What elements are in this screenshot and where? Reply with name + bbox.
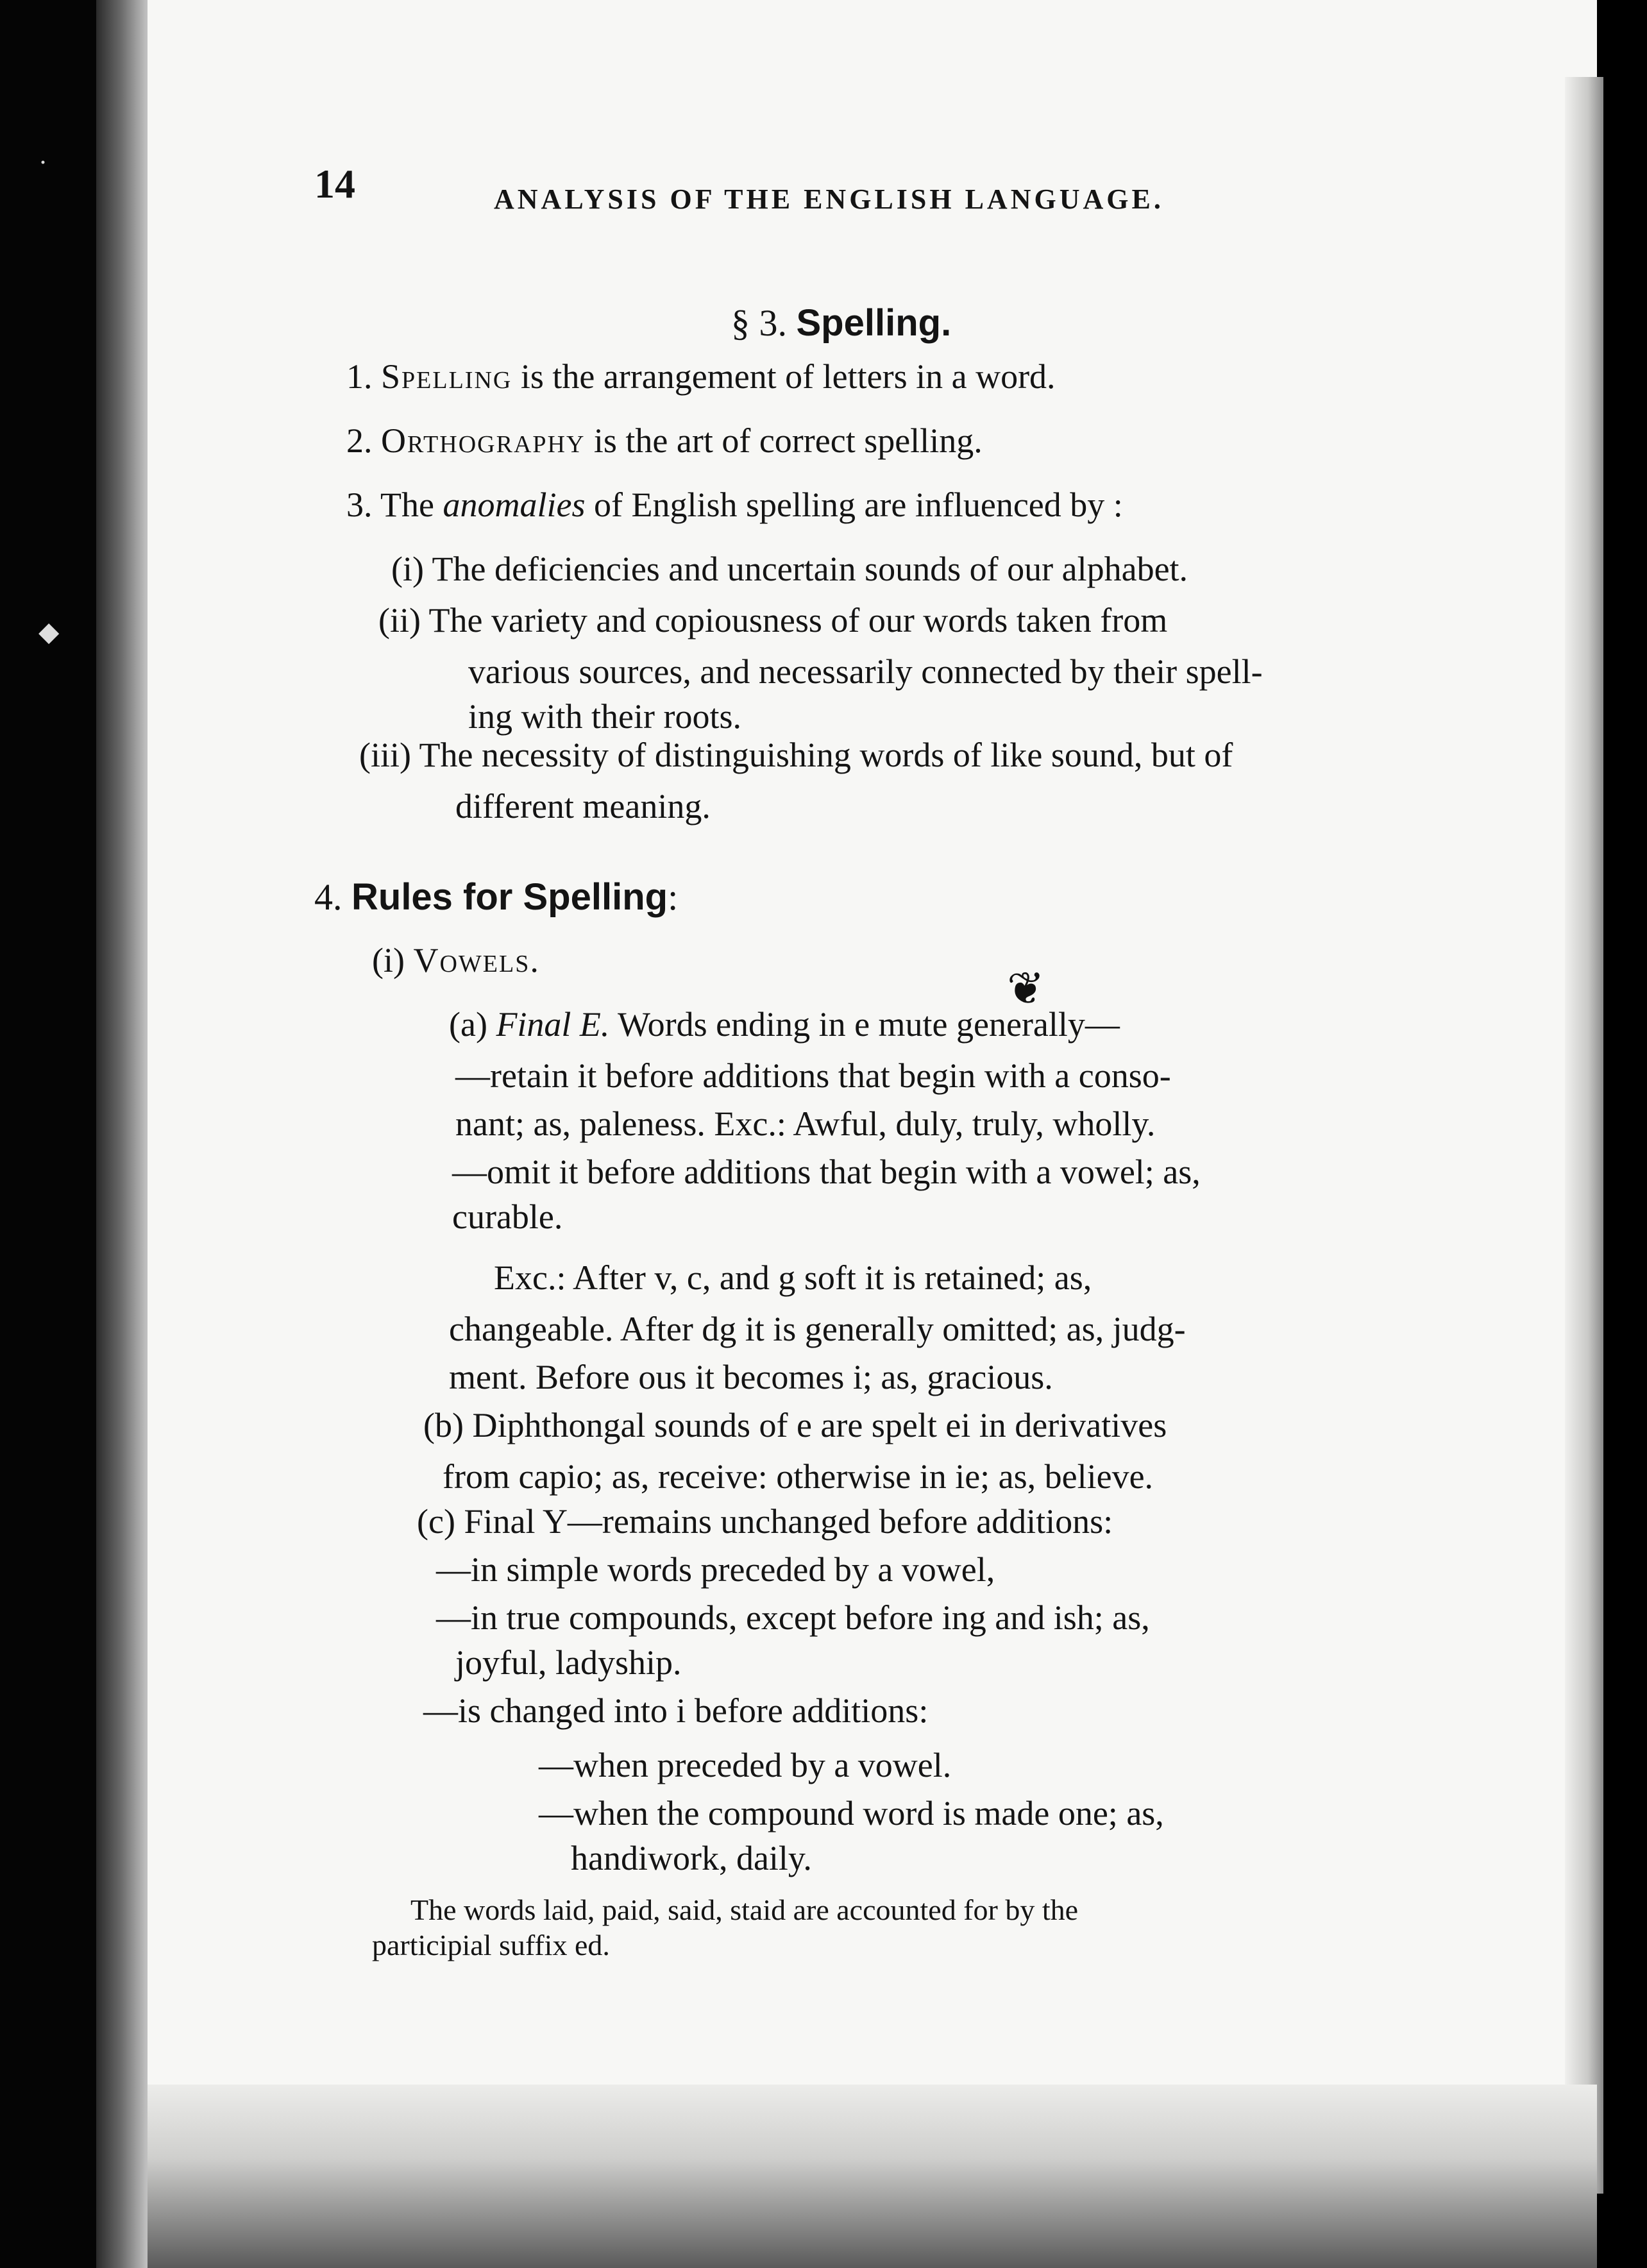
item-number: 1. — [346, 357, 373, 396]
final-y-line: joyful, ladyship. — [455, 1643, 682, 1682]
influence-line: The necessity of distinguishing words of like sound, but of — [419, 736, 1233, 774]
final-e-line: —omit it before additions that begin with a vowel; as, — [452, 1153, 1201, 1191]
rules-colon: : — [668, 876, 679, 918]
final-e-first-line — [449, 1007, 1120, 1042]
final-e-line: nant; as, paleness. Exc.: Awful, duly, truly, wholly. — [455, 1104, 1156, 1143]
scan-speck: · — [38, 148, 47, 178]
final-y-label: (c) — [417, 1502, 455, 1541]
influence-line: ing with their roots. — [468, 697, 741, 736]
final-y-line: Final Y—remains unchanged before additions: — [464, 1502, 1113, 1541]
page-bottom-edge — [148, 2085, 1597, 2268]
final-e-exception-line: Exc.: After v, c, and g soft it is retained; as, — [494, 1258, 1092, 1297]
rules-number: 4. — [314, 876, 342, 918]
final-e-line: —retain it before additions that begin with a conso- — [455, 1056, 1171, 1095]
rules-title: Rules for Spelling — [351, 876, 668, 918]
footnote-line: The words laid, paid, said, staid are accounted for by the — [410, 1893, 1079, 1926]
vowels-heading — [372, 943, 540, 977]
section-title: Spelling. — [796, 302, 952, 344]
influence-number: (iii) — [359, 736, 411, 774]
item-number: 2. — [346, 421, 373, 460]
final-y-line: —when the compound word is made one; as, — [539, 1794, 1164, 1832]
vowels-label: Vowels. — [413, 941, 540, 979]
final-y-line: —when preceded by a vowel. — [539, 1746, 952, 1784]
item-text: The — [380, 486, 443, 524]
printer-ornament-icon: ❦ — [1007, 965, 1045, 1014]
final-e-line: curable. — [452, 1197, 563, 1236]
final-y-line: —in true compounds, except before ing and ish; as, — [436, 1598, 1150, 1637]
final-e-exception-line: changeable. After dg it is generally omitted; as, judg- — [449, 1310, 1186, 1348]
diphthong-label: (b) — [423, 1406, 464, 1444]
item-text: is the art of correct spelling. — [585, 421, 983, 460]
influence-line: various sources, and necessarily connected by their spell- — [468, 652, 1263, 691]
final-e-title: Final E. — [496, 1005, 610, 1044]
diphthong-line: Diphthongal sounds of e are spelt ei in derivatives — [472, 1406, 1167, 1444]
section-heading — [731, 301, 951, 344]
item-term: Orthography — [381, 421, 586, 460]
final-e-exception-line: ment. Before ous it becomes i; as, gracious. — [449, 1358, 1053, 1396]
rules-heading — [314, 876, 679, 918]
item-1 — [346, 359, 1056, 394]
item-text: of English spelling are influenced by : — [585, 486, 1123, 524]
final-y-line: handiwork, daily. — [571, 1839, 812, 1877]
item-3 — [346, 487, 1123, 522]
influence-number: (i) — [391, 550, 424, 588]
influence-number: (ii) — [378, 601, 421, 639]
item-italic: anomalies — [443, 486, 586, 524]
item-number: 3. — [346, 486, 373, 524]
adjacent-page-shadow — [0, 0, 96, 2268]
influence-line: different meaning. — [455, 787, 711, 825]
influence-iii — [359, 738, 1233, 772]
scan-speck: ◆ — [38, 618, 60, 647]
final-y-line: —in simple words preceded by a vowel, — [436, 1550, 995, 1589]
page-number: 14 — [314, 161, 355, 207]
diphthong-line: from capio; as, receive: otherwise in ie; as, believe. — [443, 1457, 1154, 1496]
footnote-line: participial suffix ed. — [372, 1929, 610, 1961]
influence-i — [391, 552, 1188, 586]
page-right-edge — [1565, 77, 1603, 2194]
section-symbol: § 3. — [731, 302, 787, 344]
influence-ii — [378, 603, 1167, 638]
influence-line: The variety and copiousness of our words taken from — [428, 601, 1168, 639]
diphthong-first-line — [423, 1408, 1167, 1443]
final-y-first-line — [417, 1504, 1113, 1539]
influence-line: The deficiencies and uncertain sounds of our alphabet. — [432, 550, 1188, 588]
vowels-number: (i) — [372, 941, 405, 979]
item-term: Spelling — [381, 357, 512, 396]
running-head: ANALYSIS OF THE ENGLISH LANGUAGE. — [494, 183, 1164, 215]
final-e-label: (a) — [449, 1005, 487, 1044]
item-text: is the arrangement of letters in a word. — [512, 357, 1056, 396]
final-y-line: —is changed into i before additions: — [423, 1691, 929, 1730]
item-2 — [346, 423, 983, 458]
final-e-line: Words ending in e mute generally— — [617, 1005, 1120, 1044]
